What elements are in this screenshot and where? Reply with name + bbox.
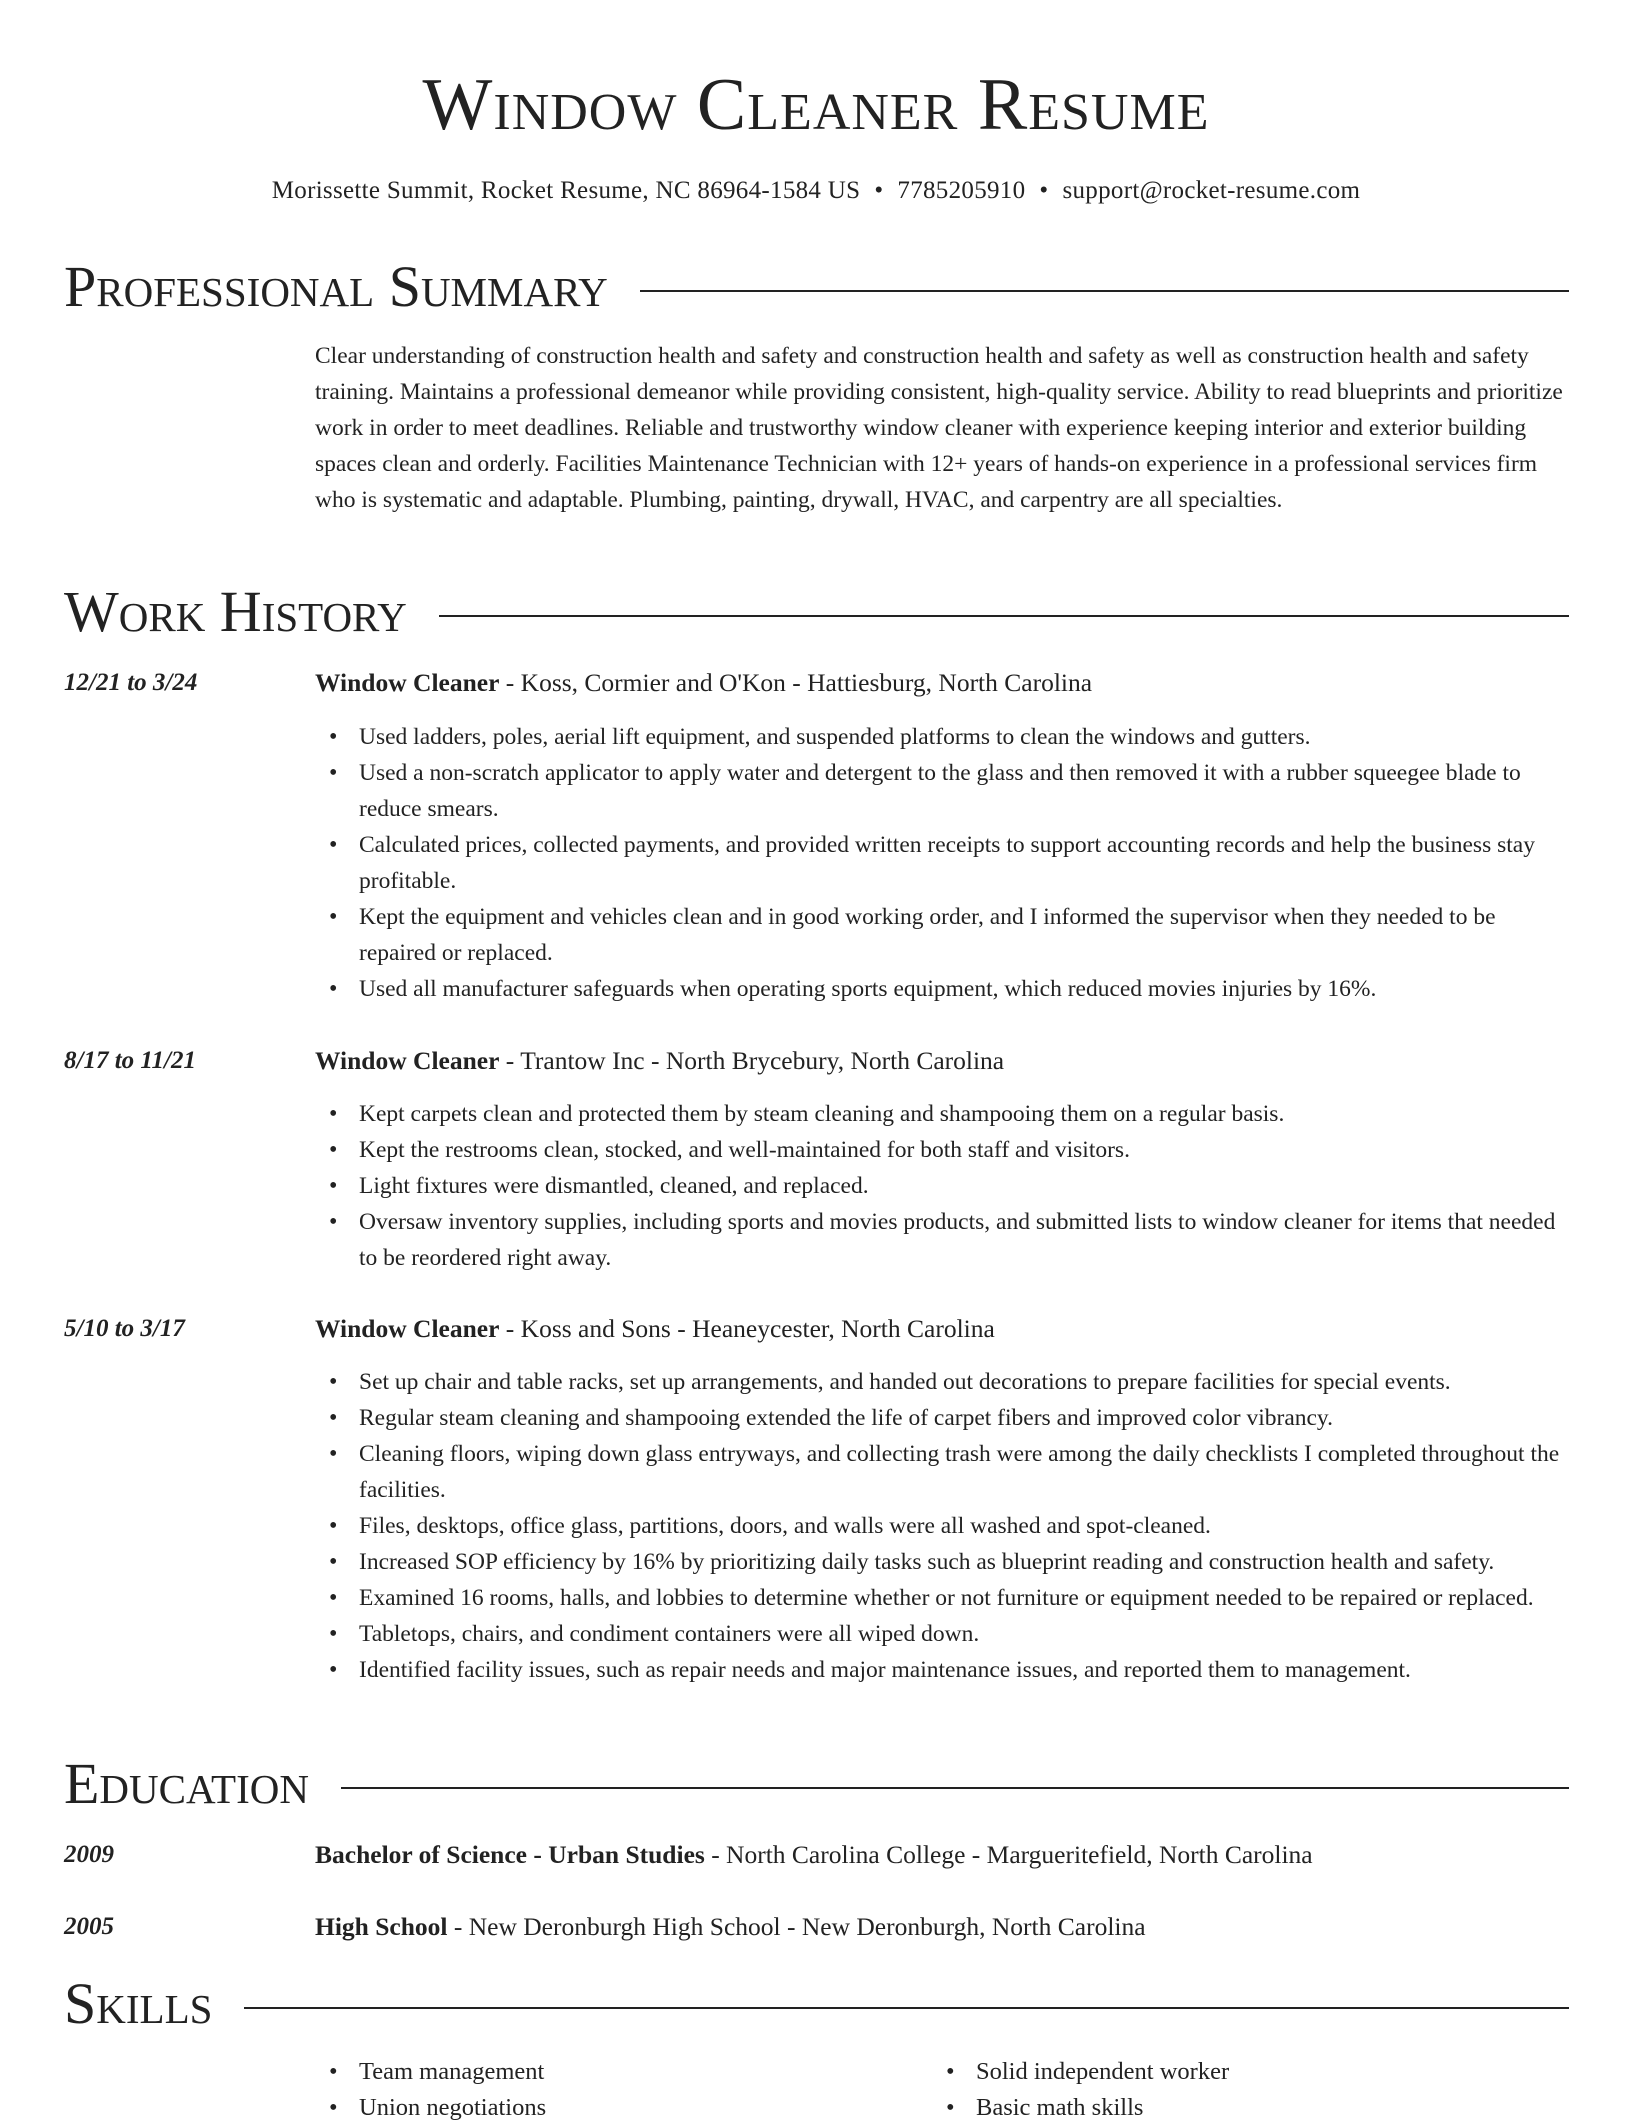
resume-title: Window Cleaner Resume bbox=[422, 64, 1210, 146]
skills-list-right bbox=[932, 2054, 1569, 2126]
section-divider bbox=[341, 1787, 1569, 1789]
summary-heading: Professional Summary bbox=[64, 254, 608, 319]
contact-email: support@rocket-resume.com bbox=[1062, 177, 1361, 204]
contact-line bbox=[0, 173, 1632, 209]
education-details: - North Carolina College - Margueritefield, North Carolina bbox=[704, 1840, 1313, 1869]
job-bullet: • Set up chair and table racks, set up arrangements, and handed out decorations to prepare facilities for special events. bbox=[315, 1364, 1569, 1400]
job-bullet: • Kept the restrooms clean, stocked, and well-maintained for both staff and visitors. bbox=[315, 1132, 1569, 1168]
job-bullet: • Kept carpets clean and protected them by steam cleaning and shampooing them on a regular basis. bbox=[315, 1096, 1569, 1132]
job-details: - Koss and Sons - Heaneycester, North Carolina bbox=[499, 1314, 995, 1343]
job-bullet: • Increased SOP efficiency by 16% by prioritizing daily tasks such as blueprint reading and construction health and safety. bbox=[315, 1544, 1569, 1580]
job-bullets bbox=[315, 1096, 1569, 1276]
summary-text: Clear understanding of construction health and safety and construction health and safety as well as construction health and safety training. Maintains a professional demeanor while providing consistent, high-quality service. Ability to read blueprints and prioritize work in order to meet deadlines. Reliable and trustworthy window cleaner with experience keeping interior and exterior building spaces clean and orderly. Facilities Maintenance Technician with 12+ years of hands-on experience in a professional services firm who is systematic and adaptable. Plumbing, painting, drywall, HVAC, and carpentry are all specialties. bbox=[315, 343, 1563, 513]
job-details: - Trantow Inc - North Brycebury, North Carolina bbox=[499, 1046, 1005, 1075]
education-year: 2009 bbox=[64, 1841, 114, 1868]
job-heading bbox=[315, 665, 1569, 701]
job-bullet: • Identified facility issues, such as repair needs and major maintenance issues, and reported them to management. bbox=[315, 1652, 1569, 1688]
contact-phone: 7785205910 bbox=[897, 177, 1026, 204]
skill-item: • Union negotiations bbox=[315, 2090, 915, 2126]
work-heading: Work History bbox=[64, 579, 407, 644]
education-year: 2005 bbox=[64, 1913, 114, 1940]
skills-heading: Skills bbox=[64, 1971, 213, 2036]
education-degree: High School bbox=[315, 1912, 448, 1941]
section-divider bbox=[244, 2007, 1569, 2009]
job-bullets bbox=[315, 1364, 1569, 1688]
job-bullet: • Files, desktops, office glass, partitions, doors, and walls were all washed and spot-cleaned. bbox=[315, 1508, 1569, 1544]
skill-item: • Solid independent worker bbox=[932, 2054, 1569, 2090]
education-heading: Education bbox=[64, 1751, 309, 1816]
job-heading bbox=[315, 1043, 1569, 1079]
job-bullet: • Regular steam cleaning and shampooing extended the life of carpet fibers and improved color vibrancy. bbox=[315, 1400, 1569, 1436]
job-bullet: • Examined 16 rooms, halls, and lobbies to determine whether or not furniture or equipment needed to be repaired or replaced. bbox=[315, 1580, 1569, 1616]
job-bullet: • Used a non-scratch applicator to apply water and detergent to the glass and then removed it with a rubber squeegee blade to reduce smears. bbox=[315, 755, 1569, 827]
skills-section-header bbox=[64, 1972, 1569, 2036]
skill-item: • Basic math skills bbox=[932, 2090, 1569, 2126]
education-section-header bbox=[64, 1752, 1569, 1816]
education-heading-line bbox=[315, 1909, 1569, 1945]
job-bullet: • Used ladders, poles, aerial lift equipment, and suspended platforms to clean the windows and gutters. bbox=[315, 719, 1569, 755]
job-dates: 12/21 to 3/24 bbox=[64, 669, 198, 696]
job-title: Window Cleaner bbox=[315, 668, 500, 697]
job-bullets bbox=[315, 719, 1569, 1007]
education-heading-line bbox=[315, 1837, 1569, 1873]
job-bullet: • Tabletops, chairs, and condiment containers were all wiped down. bbox=[315, 1616, 1569, 1652]
section-divider bbox=[640, 290, 1569, 292]
contact-separator: • bbox=[1039, 177, 1049, 204]
job-bullet: • Used all manufacturer safeguards when operating sports equipment, which reduced movies injuries by 16%. bbox=[315, 971, 1569, 1007]
contact-separator: • bbox=[874, 177, 884, 204]
job-bullet: • Light fixtures were dismantled, cleaned, and replaced. bbox=[315, 1168, 1569, 1204]
job-bullet: • Cleaning floors, wiping down glass entryways, and collecting trash were among the daily checklists I completed throughout the facilities. bbox=[315, 1436, 1569, 1508]
job-heading bbox=[315, 1311, 1569, 1347]
job-title: Window Cleaner bbox=[315, 1314, 500, 1343]
section-divider bbox=[439, 615, 1569, 617]
job-details: - Koss, Cormier and O'Kon - Hattiesburg, North Carolina bbox=[499, 668, 1093, 697]
job-bullet: • Oversaw inventory supplies, including sports and movies products, and submitted lists to window cleaner for items that needed to be reordered right away. bbox=[315, 1204, 1569, 1276]
work-section-header bbox=[64, 580, 1569, 644]
education-degree: Bachelor of Science - Urban Studies bbox=[315, 1840, 705, 1869]
education-details: - New Deronburgh High School - New Deronburgh, North Carolina bbox=[447, 1912, 1146, 1941]
job-dates: 8/17 to 11/21 bbox=[64, 1047, 196, 1074]
skill-item: • Team management bbox=[315, 2054, 915, 2090]
job-bullet: • Kept the equipment and vehicles clean and in good working order, and I informed the supervisor when they needed to be repaired or replaced. bbox=[315, 899, 1569, 971]
skills-list-left bbox=[315, 2054, 915, 2126]
job-dates: 5/10 to 3/17 bbox=[64, 1315, 185, 1342]
job-title: Window Cleaner bbox=[315, 1046, 500, 1075]
job-bullet: • Calculated prices, collected payments, and provided written receipts to support accounting records and help the business stay profitable. bbox=[315, 827, 1569, 899]
summary-section-header bbox=[64, 255, 1569, 319]
contact-address: Morissette Summit, Rocket Resume, NC 86964-1584 US bbox=[271, 177, 861, 204]
